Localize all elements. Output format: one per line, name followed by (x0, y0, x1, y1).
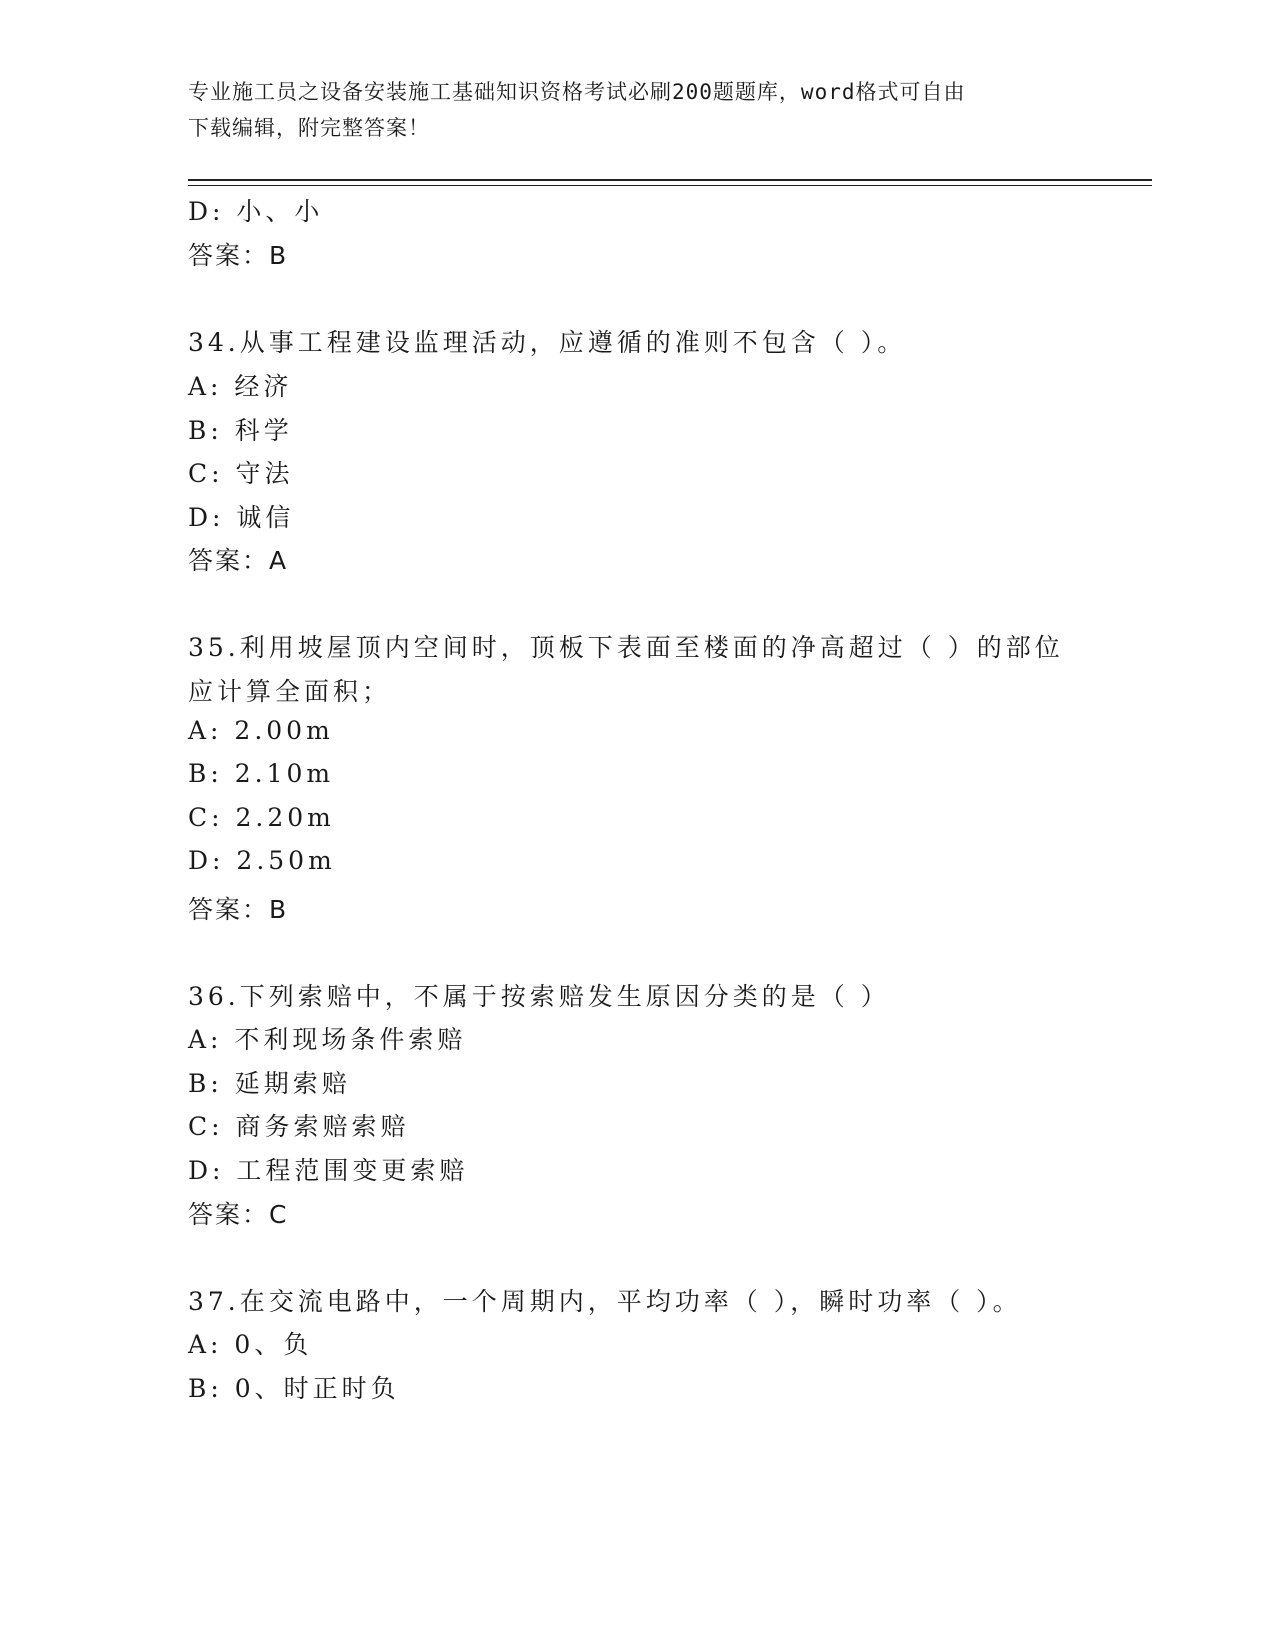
q33-option-d: D: 小、小 (188, 197, 324, 226)
q35-option-a: A: 2.00m (188, 716, 334, 745)
q37-option-a: A: 0、负 (188, 1330, 313, 1359)
q36-stem: 36.下列索赔中，不属于按索赔发生原因分类的是（ ） (188, 982, 890, 1011)
q36-option-a: A: 不利现场条件索赔 (188, 1025, 467, 1054)
header-divider-thick (188, 179, 1152, 181)
document-header (188, 74, 1088, 146)
q35-option-c: C: 2.20m (188, 803, 335, 832)
header-title-line-1: 专业施工员之设备安装施工基础知识资格考试必刷200题题库，word格式可自由 (188, 80, 966, 104)
q36-option-d: D: 工程范围变更索赔 (188, 1156, 469, 1185)
q34-answer: 答案：A (188, 546, 289, 575)
header-title-line-2: 下载编辑，附完整答案！ (188, 116, 430, 140)
q34-option-b: B: 科学 (188, 416, 293, 445)
q33-answer: 答案：B (188, 241, 289, 270)
header-divider-thin (188, 185, 1152, 186)
q35-stem-line-1: 35.利用坡屋顶内空间时，顶板下表面至楼面的净高超过（ ）的部位 (188, 633, 1064, 662)
q37-option-b: B: 0、时正时负 (188, 1374, 400, 1403)
q34-stem: 34.从事工程建设监理活动，应遵循的准则不包含（ ）。 (188, 328, 907, 357)
q35-option-b: B: 2.10m (188, 759, 335, 788)
q35-option-d: D: 2.50m (188, 846, 336, 875)
q34-option-a: A: 经济 (188, 372, 293, 401)
q37-stem: 37.在交流电路中，一个周期内，平均功率（ ），瞬时功率（ ）。 (188, 1287, 1022, 1316)
q35-stem-line-2: 应计算全面积； (188, 677, 392, 706)
q35-answer: 答案：B (188, 895, 289, 924)
q34-option-d: D: 诚信 (188, 503, 295, 532)
q36-option-c: C: 商务索赔索赔 (188, 1112, 410, 1141)
q36-answer: 答案：C (188, 1200, 289, 1229)
q36-option-b: B: 延期索赔 (188, 1069, 351, 1098)
q34-option-c: C: 守法 (188, 459, 294, 488)
